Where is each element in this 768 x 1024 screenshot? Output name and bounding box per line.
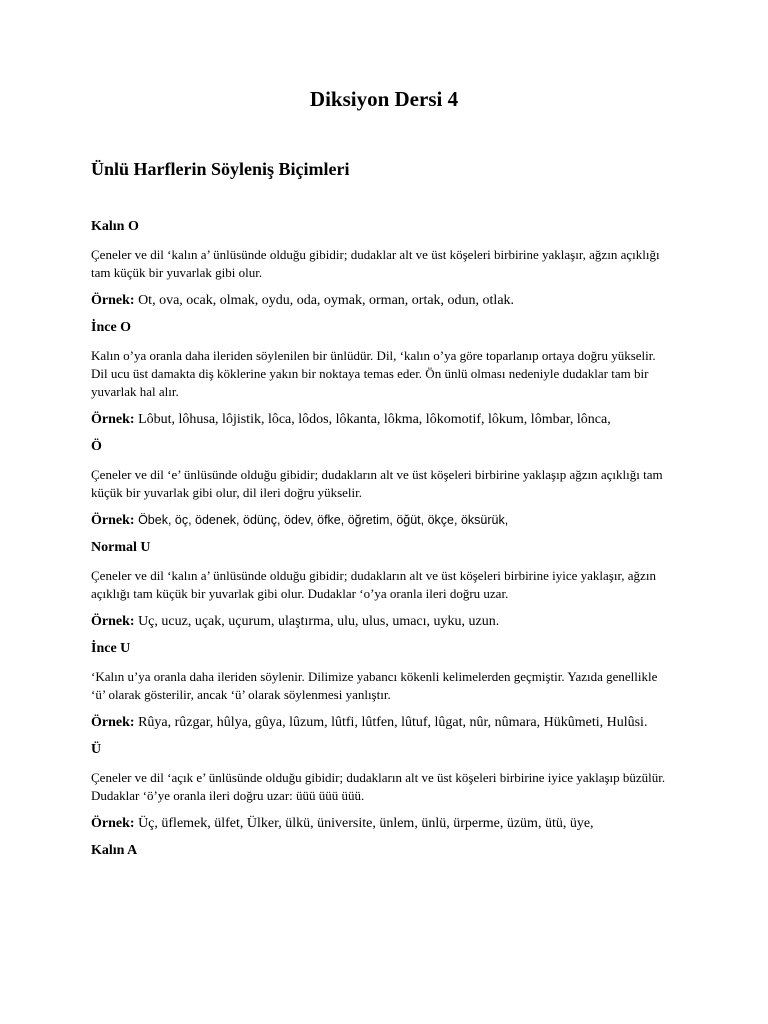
example-label: Örnek: [91,293,135,308]
example-words: Öbek, öç, ödenek, ödünç, ödev, öfke, öğretim, öğüt, ökçe, öksürük, [138,513,509,527]
section-text-o-umlaut: Çeneler ve dil ‘e’ ünlüsünde olduğu gibidir; dudakların alt ve üst köşeleri birbirine yaklaşıp ağzın açıklığı tam küçük bir yuvarlak gibi olur, dil ileri doğru yükselir. [91,467,663,500]
example-u-umlaut [91,815,671,832]
example-label: Örnek: [91,412,135,427]
section-text-u-umlaut: Çeneler ve dil ‘açık e’ ünlüsünde olduğu gibidir; dudakların alt ve üst köşeleri birbirine iyice yaklaşıp büzülür. Dudaklar ‘ö’ye oranla ileri doğru uzar: üüü üüü üüü. [91,770,666,803]
section-heading-ince-u: İnce U [91,641,131,656]
section-text-kalin-o: Çeneler ve dil ‘kalın a’ ünlüsünde olduğu gibidir; dudaklar alt ve üst köşeleri birbirine yaklaşır, ağzın açıklığı tam küçük bir yuvarlak gibi olur. [91,247,660,280]
page-title: Diksiyon Dersi 4 [309,87,459,111]
section-heading-normal-u: Normal U [91,540,151,555]
section-text-ince-o: Kalın o’ya oranla daha ileriden söylenilen bir ünlüdür. Dil, ‘kalın o’ya göre toparlanıp ortaya doğru yükselir. Dil ucu üst damakta diş köklerine yakın bir noktaya temas eder. Ön ünlü olması nedeniyle dudaklar tam bir yuvarlak hal alır. [91,348,656,399]
example-kalin-o [91,292,671,309]
document-body [91,218,691,870]
example-words: Lôbut, lôhusa, lôjistik, lôca, lôdos, lôkanta, lôkma, lôkomotif, lôkum, lômbar, lônca, [138,412,611,427]
section-heading-o-umlaut: Ö [91,439,102,454]
example-label: Örnek: [91,715,135,730]
example-label: Örnek: [91,513,135,528]
example-words: Üç, üflemek, ülfet, Ülker, ülkü, üniversite, ünlem, ünlü, ürperme, üzüm, ütü, üye, [138,816,594,831]
example-label: Örnek: [91,614,135,629]
example-words: Ot, ova, ocak, olmak, oydu, oda, oymak, orman, ortak, odun, otlak. [138,293,515,308]
example-ince-o [91,411,671,428]
example-words: Rûya, rûzgar, hûlya, gûya, lûzum, lûtfi, lûtfen, lûtuf, lûgat, nûr, nûmara, Hükûmeti, Hulûsi. [138,715,648,730]
section-heading-ince-o: İnce O [91,320,132,335]
example-ince-u [91,714,671,731]
example-words: Uç, ucuz, uçak, uçurum, ulaştırma, ulu, ulus, umacı, uyku, uzun. [138,614,500,629]
example-label: Örnek: [91,816,135,831]
section-heading-u-umlaut: Ü [91,742,102,757]
section-heading-kalin-o: Kalın O [91,219,139,234]
section-text-ince-u: ‘Kalın u’ya oranla daha ileriden söylenir. Dilimize yabancı kökenli kelimelerden geçmiştir. Yazıda genellikle ‘ü’ olarak gösterilir, ancak ‘ü’ olarak söylenmesi yanlıştır. [91,669,658,702]
section-text-normal-u: Çeneler ve dil ‘kalın a’ ünlüsünde olduğu gibidir; dudakların alt ve üst köşeleri birbirine iyice yaklaşır, ağzın açıklığı tam küçük bir yuvarlak gibi olur. Dudaklar ‘o’ya oranla ileri doğru uzar. [91,568,656,601]
section-heading-kalin-a: Kalın A [91,843,138,858]
page-subtitle: Ünlü Harflerin Söyleniş Biçimleri [91,159,350,179]
example-o-umlaut [91,512,671,529]
example-normal-u [91,613,671,630]
